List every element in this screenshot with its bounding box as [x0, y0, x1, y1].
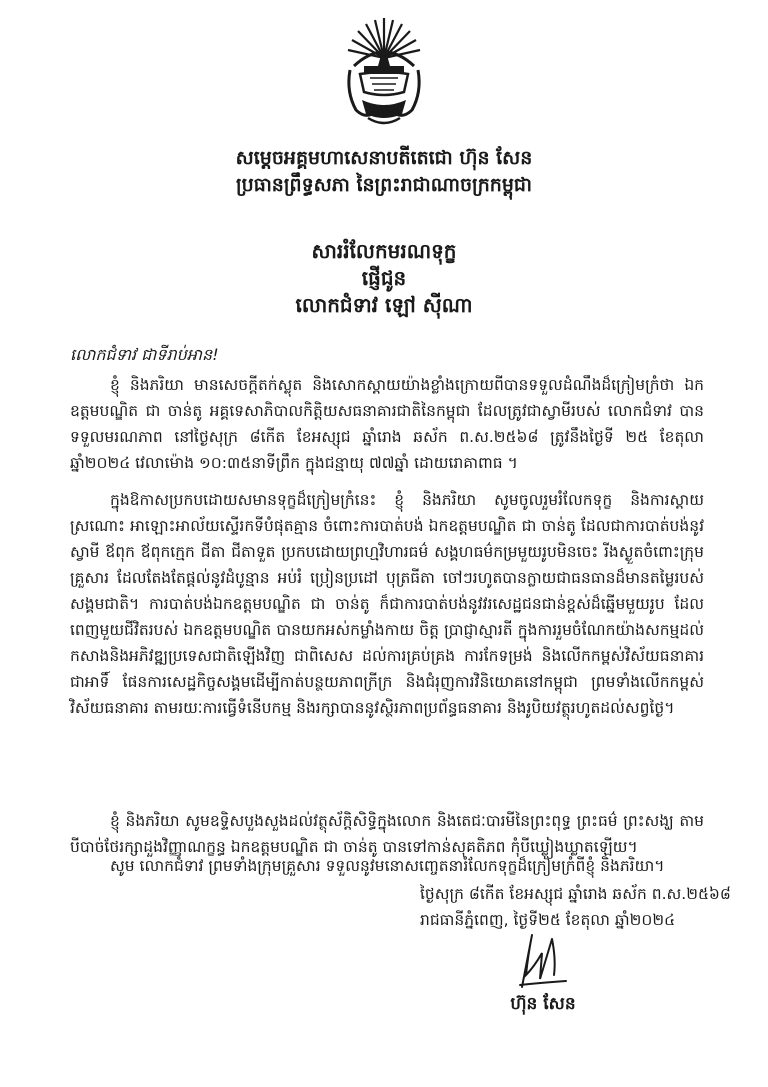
letter-title: សាររំលែកមរណទុក្ខ — [311, 239, 457, 263]
signature-icon — [508, 925, 578, 993]
body-paragraph-3: ខ្ញុំ និងភរិយា សូមឧទ្ទិសបួងសួងដល់វត្ថុស័ក្ដិសិទ្ធិក្នុងលោក និងតេជៈបារមីនៃព្រះពុទ្ធ ព្រះធម៌ ព្រះសង្ឃ តាមបីបាច់ថែរក្សាដួងវិញ្ញាណក្ខន្ធ ឯកឧត្តមបណ្ឌិត ជា ចាន់តូ បានទៅកាន់សុគតិភព កុំបីឃ្លៀងឃ្លាតឡើយ។ — [70, 812, 704, 856]
body-paragraph-2: ក្នុងឱកាសប្រកបដោយសមានទុក្ខដ៏ក្រៀមក្រំនេះ ខ្ញុំ និងភរិយា សូមចូលរួមរំលែកទុក្ខ និងការស្ដាយស្រណោះ អាឡោះអាល័យស្ទើរកទីបំផុតគ្មាន ចំពោះការបាត់បង់ ឯកឧត្តមបណ្ឌិត ជា ចាន់តូ ដែលជាការបាត់បង់នូវស្វាមី ឪពុក ឪពុកក្មេក ជីតា ជីតាទួត ប្រកបដោយព្រហ្មវិហារធម៌ សង្គហធម៌កម្រមួយរូបមិនចេះ រីងស្ងួតចំពោះក្រុមគ្រួសារ ដែលតែងតែផ្ដល់នូវដំបូន្មាន អប់រំ ប្រៀនប្រដៅ បុត្រធីតា ចៅៗរហូតបានក្លាយជាធនធានដ៏មានតម្លៃរបស់សង្គមជាតិ។ ការបាត់បង់ឯកឧត្តមបណ្ឌិត ជា ចាន់តូ ក៏ជាការបាត់បង់នូវវរសេដ្ឋជនជាន់ខ្ពស់ដ៏ឆ្នើមមួយរូប ដែលពេញមួយជីវិតរបស់ ឯកឧត្តមបណ្ឌិត បានយកអស់កម្លាំងកាយ ចិត្ត ប្រាជ្ញាស្មារតី ក្នុងការរួមចំណែកយ៉ាងសកម្មដល់កសាងនិងអភិវឌ្ឍប្រទេសជាតិឡើងវិញ ជាពិសេស ដល់ការគ្រប់គ្រង ការកែទម្រង់ និងលើកកម្ពស់វិស័យធនាគារ ជាអាទិ៍ ផែនការសេដ្ឋកិច្ចសង្គមដើម្បីកាត់បន្ថយភាពក្រីក្រ និងជំរុញការវិនិយោគនៅកម្ពុជា ព្រមទាំងលើកកម្ពស់វិស័យធនាគារ តាមរយៈការធ្វើទំនើបកម្ម និងរក្សាបាននូវស្ថិរភាពប្រព័ន្ធធនាគារ និងរូបិយវត្ថុរហូតដល់សព្វថ្ងៃ។ — [70, 491, 704, 717]
salutation: លោកជំទាវ ជាទីរាប់អាន! — [70, 345, 219, 364]
body-paragraph-1: ខ្ញុំ និងភរិយា មានសេចក្ដីតក់ស្លុត និងសោកស្ដាយយ៉ាងខ្លាំងក្រោយពីបានទទួលដំណឹងដ៏ក្រៀមក្រំថា ឯកឧត្តមបណ្ឌិត ជា ចាន់តូ អគ្គទេសាភិបាលកិត្តិយសធនាគារជាតិនៃកម្ពុជា ដែលត្រូវជាស្វាមីរបស់ លោកជំទាវ បានទទួលមរណភាព នៅថ្ងៃសុក្រ ៨កើត ខែអស្សុជ ឆ្នាំរោង ឆស័ក ព.ស.២៥៦៨ ត្រូវនឹងថ្ងៃទី ២៥ ខែតុលា ឆ្នាំ២០២៤ វេលាម៉ោង ១០:៣៥នាទីព្រឹក ក្នុងជន្មាយុ ៧៧ឆ្នាំ ដោយរោគាពាធ ។ — [70, 376, 704, 472]
recipient-name: លោកជំទាវ ឡៅ ស៊ីណា — [295, 293, 473, 317]
senate-emblem-icon — [342, 14, 426, 132]
lunar-date: ថ្ងៃសុក្រ ៨កើត ខែអស្សុជ ឆ្នាំរោង ឆស័ក ព.ស.២៥៦៨ — [420, 885, 731, 903]
body-paragraph-4: សូម លោកជំទាវ ព្រមទាំងក្រុមគ្រួសារ ទទួលនូវមនោសញ្ចេតនារំលែកទុក្ខដ៏ក្រៀមក្រំពីខ្ញុំ និងភរិយា។ — [110, 857, 665, 875]
solar-date: រាជធានីភ្នំពេញ, ថ្ងៃទី២៥ ខែតុលា ឆ្នាំ២០២៤ — [420, 911, 676, 929]
sender-name: សម្ដេចអគ្គមហាសេនាបតីតេជោ ហ៊ុន សែន — [235, 147, 533, 169]
sender-position: ប្រធានព្រឹទ្ធសភា នៃព្រះរាជាណាចក្រកម្ពុជា — [236, 174, 532, 196]
letter-subtitle: ផ្ញើជូន — [361, 266, 407, 290]
signatory-name: ហ៊ុន សែន — [510, 994, 576, 1014]
